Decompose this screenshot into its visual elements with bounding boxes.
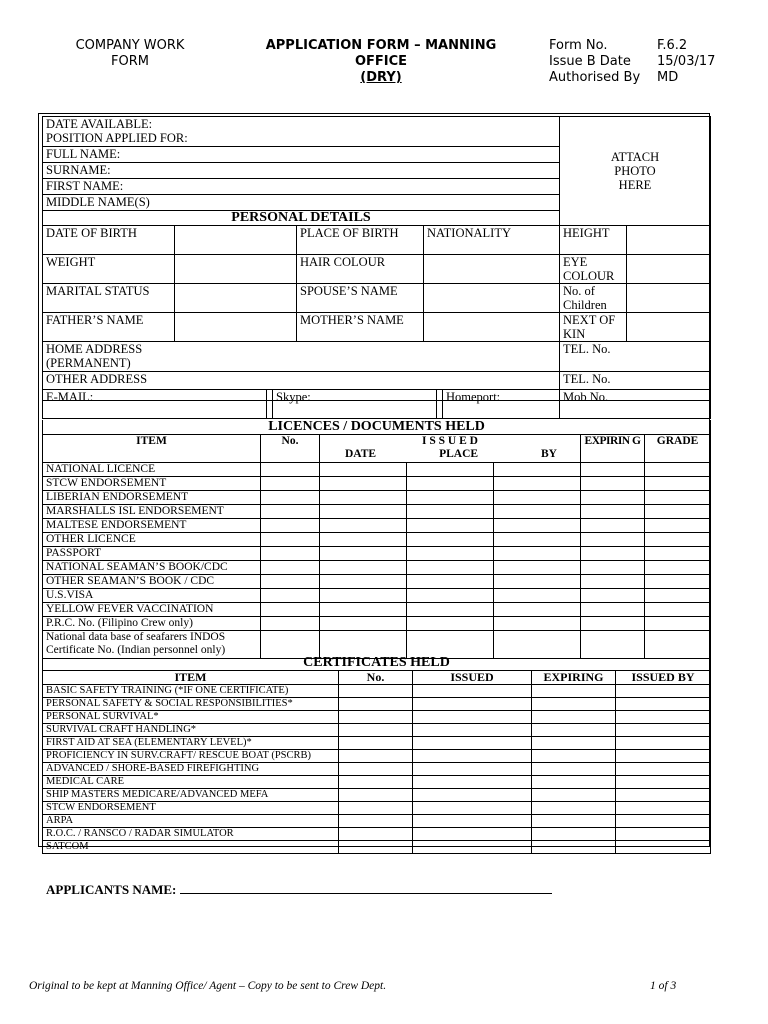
cert-cell[interactable]: [413, 776, 532, 789]
lic-cell[interactable]: [407, 519, 494, 533]
personal-details-table: [42, 116, 711, 401]
cert-header-issued-by: ISSUED BY: [616, 671, 711, 685]
lic-cell[interactable]: [407, 617, 494, 631]
lic-cell[interactable]: [407, 575, 494, 589]
cert-cell[interactable]: [413, 711, 532, 724]
lic-header-no: No.: [261, 435, 320, 463]
lic-item-us-visa: U.S.VISA: [43, 589, 261, 603]
lic-cell[interactable]: [261, 463, 320, 477]
cert-item-personal-safety: PERSONAL SAFETY & SOCIAL RESPONSIBILITIES*: [43, 698, 339, 711]
hair-colour-field[interactable]: [424, 255, 560, 284]
other-tel-field[interactable]: TEL. No.: [560, 372, 711, 401]
middle-name-field[interactable]: MIDDLE NAME(S): [43, 195, 560, 211]
contact-row-table: [42, 389, 711, 419]
lic-cell[interactable]: [581, 519, 645, 533]
home-address-field[interactable]: [43, 342, 560, 372]
cert-cell[interactable]: [616, 685, 711, 698]
cert-cell[interactable]: [616, 698, 711, 711]
lic-cell[interactable]: [494, 561, 581, 575]
lic-item-national-licence: NATIONAL LICENCE: [43, 463, 261, 477]
authorised-label: Authorised By: [549, 70, 641, 85]
cert-cell[interactable]: [339, 828, 413, 841]
cert-cell[interactable]: [339, 841, 413, 854]
lic-cell[interactable]: [320, 547, 407, 561]
lic-item-liberian: LIBERIAN ENDORSEMENT: [43, 491, 261, 505]
personal-details-heading: PERSONAL DETAILS: [43, 211, 560, 226]
mothers-name-label: MOTHER’S NAME: [297, 313, 424, 342]
lic-cell[interactable]: [320, 519, 407, 533]
certificates-table: [42, 656, 711, 854]
email-field[interactable]: E-MAIL:: [43, 390, 267, 419]
lic-cell[interactable]: [494, 617, 581, 631]
cert-cell[interactable]: [339, 711, 413, 724]
cert-cell[interactable]: [413, 750, 532, 763]
cert-item-first-aid: FIRST AID AT SEA (ELEMENTARY LEVEL)*: [43, 737, 339, 750]
lic-cell[interactable]: [581, 561, 645, 575]
cert-cell[interactable]: [413, 841, 532, 854]
lic-cell[interactable]: [494, 631, 581, 659]
hair-colour-label: HAIR COLOUR: [297, 255, 424, 284]
lic-cell[interactable]: [320, 561, 407, 575]
lic-cell[interactable]: [494, 477, 581, 491]
lic-cell[interactable]: [645, 477, 711, 491]
height-field[interactable]: [627, 226, 711, 255]
cert-cell[interactable]: [532, 802, 616, 815]
cert-cell[interactable]: [339, 815, 413, 828]
cert-cell[interactable]: [616, 724, 711, 737]
issue-date-label: Issue B Date: [549, 54, 631, 69]
form-meta-values: [657, 38, 757, 86]
lic-item-prc: P.R.C. No. (Filipino Crew only): [43, 617, 261, 631]
cert-cell[interactable]: [413, 685, 532, 698]
lic-cell[interactable]: [581, 575, 645, 589]
nationality-label: NATIONALITY: [424, 226, 560, 255]
lic-cell[interactable]: [320, 603, 407, 617]
cert-cell[interactable]: [616, 841, 711, 854]
cert-item-pscrb: PROFICIENCY IN SURV.CRAFT/ RESCUE BOAT (PSCRB): [43, 750, 339, 763]
cert-cell[interactable]: [532, 711, 616, 724]
home-tel-field[interactable]: TEL. No.: [560, 342, 711, 372]
cert-cell[interactable]: [616, 750, 711, 763]
cert-header-issued: ISSUED: [413, 671, 532, 685]
cert-cell[interactable]: [413, 724, 532, 737]
cert-cell[interactable]: [339, 763, 413, 776]
lic-header-issued: [320, 435, 581, 463]
lic-cell[interactable]: [407, 463, 494, 477]
marital-status-label: MARITAL STATUS: [43, 284, 175, 313]
lic-cell[interactable]: [407, 603, 494, 617]
children-label: No. of Children: [560, 284, 627, 313]
cert-cell[interactable]: [339, 776, 413, 789]
cert-cell[interactable]: [339, 698, 413, 711]
lic-cell[interactable]: [581, 603, 645, 617]
lic-cell[interactable]: [494, 547, 581, 561]
weight-label: WEIGHT: [43, 255, 175, 284]
cert-cell[interactable]: [616, 776, 711, 789]
cert-item-satcom: SATCOM: [43, 841, 339, 854]
cert-cell[interactable]: [413, 815, 532, 828]
issue-date-value: 15/03/17: [657, 54, 716, 69]
cert-header-no: No.: [339, 671, 413, 685]
lic-item-passport: PASSPORT: [43, 547, 261, 561]
lic-cell[interactable]: [494, 519, 581, 533]
next-of-kin-label: NEXT OF KIN: [560, 313, 627, 342]
cert-cell[interactable]: [339, 750, 413, 763]
cert-cell[interactable]: [532, 763, 616, 776]
lic-cell[interactable]: [320, 477, 407, 491]
other-address-field[interactable]: OTHER ADDRESS: [43, 372, 560, 401]
applicant-name-line[interactable]: [180, 882, 552, 894]
dob-label: DATE OF BIRTH: [43, 226, 175, 255]
lic-header-item: ITEM: [43, 435, 261, 463]
cert-item-medical-care: MEDICAL CARE: [43, 776, 339, 789]
cert-cell[interactable]: [616, 711, 711, 724]
cert-cell[interactable]: [532, 724, 616, 737]
cert-item-arpa: ARPA: [43, 815, 339, 828]
fathers-name-label: FATHER’S NAME: [43, 313, 175, 342]
position-applied-label: POSITION APPLIED FOR:: [46, 131, 188, 145]
lic-cell[interactable]: [407, 589, 494, 603]
cert-cell[interactable]: [532, 698, 616, 711]
cert-cell[interactable]: [616, 789, 711, 802]
form-no-label: Form No.: [549, 38, 608, 53]
cert-cell[interactable]: [339, 724, 413, 737]
skype-field[interactable]: Skype:: [273, 390, 437, 419]
cert-cell[interactable]: [616, 815, 711, 828]
lic-cell[interactable]: [320, 617, 407, 631]
lic-cell[interactable]: [407, 547, 494, 561]
cert-cell[interactable]: [413, 828, 532, 841]
cert-item-personal-survival: PERSONAL SURVIVAL*: [43, 711, 339, 724]
lic-cell[interactable]: [645, 505, 711, 519]
height-label: HEIGHT: [560, 226, 627, 255]
lic-cell[interactable]: [407, 561, 494, 575]
lic-cell[interactable]: [645, 533, 711, 547]
lic-cell[interactable]: [320, 463, 407, 477]
lic-cell[interactable]: [581, 533, 645, 547]
lic-cell[interactable]: [581, 617, 645, 631]
photo-placeholder-text: ATTACH PHOTO HERE: [610, 150, 660, 192]
authorised-value: MD: [657, 70, 679, 85]
lic-cell[interactable]: [261, 519, 320, 533]
lic-cell[interactable]: [407, 477, 494, 491]
lic-cell[interactable]: [645, 561, 711, 575]
lic-header-date: DATE: [345, 448, 377, 460]
lic-item-yellow-fever: YELLOW FEVER VACCINATION: [43, 603, 261, 617]
form-title: [250, 38, 512, 86]
mothers-name-field[interactable]: [424, 313, 560, 342]
homeport-field[interactable]: Homeport:: [443, 390, 560, 419]
lic-cell[interactable]: [494, 463, 581, 477]
cert-cell[interactable]: [532, 685, 616, 698]
lic-cell[interactable]: [645, 491, 711, 505]
children-field[interactable]: [627, 284, 711, 313]
form-no-value: F.6.2: [657, 38, 688, 53]
full-name-field[interactable]: FULL NAME:: [43, 147, 560, 163]
cert-cell[interactable]: [339, 685, 413, 698]
spouses-name-field[interactable]: [424, 284, 560, 313]
lic-cell[interactable]: [407, 631, 494, 659]
lic-cell[interactable]: [645, 463, 711, 477]
lic-cell[interactable]: [645, 575, 711, 589]
next-of-kin-field[interactable]: [627, 313, 711, 342]
surname-field[interactable]: SURNAME:: [43, 163, 560, 179]
cert-cell[interactable]: [532, 841, 616, 854]
place-of-birth-label: PLACE OF BIRTH: [297, 226, 424, 255]
cert-header-expiring: EXPIRING: [532, 671, 616, 685]
cert-header-item: ITEM: [43, 671, 339, 685]
lic-cell[interactable]: [645, 631, 711, 659]
cert-cell[interactable]: [532, 750, 616, 763]
lic-cell[interactable]: [261, 505, 320, 519]
lic-cell[interactable]: [581, 547, 645, 561]
lic-cell[interactable]: [581, 505, 645, 519]
dob-field[interactable]: [175, 226, 297, 255]
cert-cell[interactable]: [413, 698, 532, 711]
applicant-name-row: [46, 882, 552, 898]
licences-heading: LICENCES / DOCUMENTS HELD: [43, 420, 711, 435]
lic-cell[interactable]: [581, 477, 645, 491]
cert-cell[interactable]: [413, 802, 532, 815]
photo-box[interactable]: [560, 117, 711, 226]
lic-cell[interactable]: [407, 491, 494, 505]
cert-cell[interactable]: [339, 789, 413, 802]
lic-header-place: PLACE: [439, 448, 479, 460]
date-available-label: DATE AVAILABLE:: [46, 117, 153, 131]
lic-cell[interactable]: [261, 477, 320, 491]
cert-cell[interactable]: [413, 763, 532, 776]
lic-cell[interactable]: [261, 631, 320, 659]
lic-cell[interactable]: [261, 575, 320, 589]
lic-cell[interactable]: [494, 575, 581, 589]
cert-cell[interactable]: [616, 763, 711, 776]
cert-item-ship-masters-medicare: SHIP MASTERS MEDICARE/ADVANCED MEFA: [43, 789, 339, 802]
lic-cell[interactable]: [494, 589, 581, 603]
lic-cell[interactable]: [494, 533, 581, 547]
home-address-label: HOME ADDRESS (PERMANENT): [46, 342, 143, 370]
lic-cell[interactable]: [645, 589, 711, 603]
lic-cell[interactable]: [407, 505, 494, 519]
lic-cell[interactable]: [261, 603, 320, 617]
footer-note: Original to be kept at Manning Office/ Agent – Copy to be sent to Crew Dept.: [29, 980, 387, 992]
cert-cell[interactable]: [616, 828, 711, 841]
lic-cell[interactable]: [581, 631, 645, 659]
company-name: COMPANY WORK FORM: [75, 38, 185, 69]
cert-item-basic-safety: BASIC SAFETY TRAINING (*IF ONE CERTIFICATE): [43, 685, 339, 698]
weight-field[interactable]: [175, 255, 297, 284]
cert-cell[interactable]: [413, 789, 532, 802]
cert-item-stcw: STCW ENDORSEMENT: [43, 802, 339, 815]
mob-field[interactable]: Mob No.: [560, 390, 711, 419]
cert-cell[interactable]: [532, 789, 616, 802]
lic-cell[interactable]: [645, 603, 711, 617]
lic-cell[interactable]: [645, 617, 711, 631]
cert-cell[interactable]: [532, 776, 616, 789]
marital-status-field[interactable]: [175, 284, 297, 313]
form-title-line2: (DRY): [360, 70, 402, 85]
lic-item-other-seamans-book: OTHER SEAMAN’S BOOK / CDC: [43, 575, 261, 589]
fathers-name-field[interactable]: [175, 313, 297, 342]
lic-item-national-seamans-book: NATIONAL SEAMAN’S BOOK/CDC: [43, 561, 261, 575]
lic-cell[interactable]: [645, 547, 711, 561]
cert-item-survival-craft: SURVIVAL CRAFT HANDLING*: [43, 724, 339, 737]
lic-item-indos: National data base of seafarers INDOS Certificate No. (Indian personnel only): [43, 631, 261, 659]
lic-header-expiring: EXPIRIN G: [581, 435, 645, 463]
certificates-heading: CERTIFICATES HELD: [43, 656, 711, 671]
lic-header-issued-label: I S S U E D: [422, 435, 478, 447]
cert-cell[interactable]: [339, 737, 413, 750]
cert-item-firefighting: ADVANCED / SHORE-BASED FIREFIGHTING: [43, 763, 339, 776]
lic-cell[interactable]: [581, 589, 645, 603]
page-number: 1 of 3: [650, 980, 677, 992]
lic-cell[interactable]: [320, 631, 407, 659]
lic-item-stcw: STCW ENDORSEMENT: [43, 477, 261, 491]
form-meta-labels: [549, 38, 654, 86]
eye-colour-field[interactable]: [627, 255, 711, 284]
lic-cell[interactable]: [494, 505, 581, 519]
lic-cell[interactable]: [581, 463, 645, 477]
lic-cell[interactable]: [320, 505, 407, 519]
lic-cell[interactable]: [494, 603, 581, 617]
lic-cell[interactable]: [261, 533, 320, 547]
lic-cell[interactable]: [494, 491, 581, 505]
cert-cell[interactable]: [532, 815, 616, 828]
lic-cell[interactable]: [407, 533, 494, 547]
lic-cell[interactable]: [261, 617, 320, 631]
cert-cell[interactable]: [339, 802, 413, 815]
cert-cell[interactable]: [616, 802, 711, 815]
top-field-block[interactable]: [43, 117, 560, 147]
applicant-name-label: APPLICANTS NAME:: [46, 882, 177, 897]
lic-cell[interactable]: [261, 547, 320, 561]
form-title-line1: APPLICATION FORM – MANNING OFFICE: [265, 38, 497, 69]
lic-cell[interactable]: [320, 533, 407, 547]
lic-cell[interactable]: [320, 575, 407, 589]
lic-cell[interactable]: [320, 589, 407, 603]
lic-cell[interactable]: [581, 491, 645, 505]
licences-table: [42, 420, 711, 659]
cert-item-roc-ransco: R.O.C. / RANSCO / RADAR SIMULATOR: [43, 828, 339, 841]
first-name-field[interactable]: FIRST NAME:: [43, 179, 560, 195]
spouses-name-label: SPOUSE’S NAME: [297, 284, 424, 313]
eye-colour-label: EYE COLOUR: [560, 255, 627, 284]
lic-header-by: BY: [541, 448, 557, 460]
lic-cell[interactable]: [261, 561, 320, 575]
lic-cell[interactable]: [261, 589, 320, 603]
lic-item-maltese: MALTESE ENDORSEMENT: [43, 519, 261, 533]
lic-item-other-licence: OTHER LICENCE: [43, 533, 261, 547]
lic-cell[interactable]: [320, 491, 407, 505]
lic-header-grade: GRADE: [645, 435, 711, 463]
lic-cell[interactable]: [261, 491, 320, 505]
lic-item-marshalls: MARSHALLS ISL ENDORSEMENT: [43, 505, 261, 519]
lic-cell[interactable]: [645, 519, 711, 533]
cert-cell[interactable]: [616, 737, 711, 750]
cert-cell[interactable]: [413, 737, 532, 750]
cert-cell[interactable]: [532, 828, 616, 841]
cert-cell[interactable]: [532, 737, 616, 750]
